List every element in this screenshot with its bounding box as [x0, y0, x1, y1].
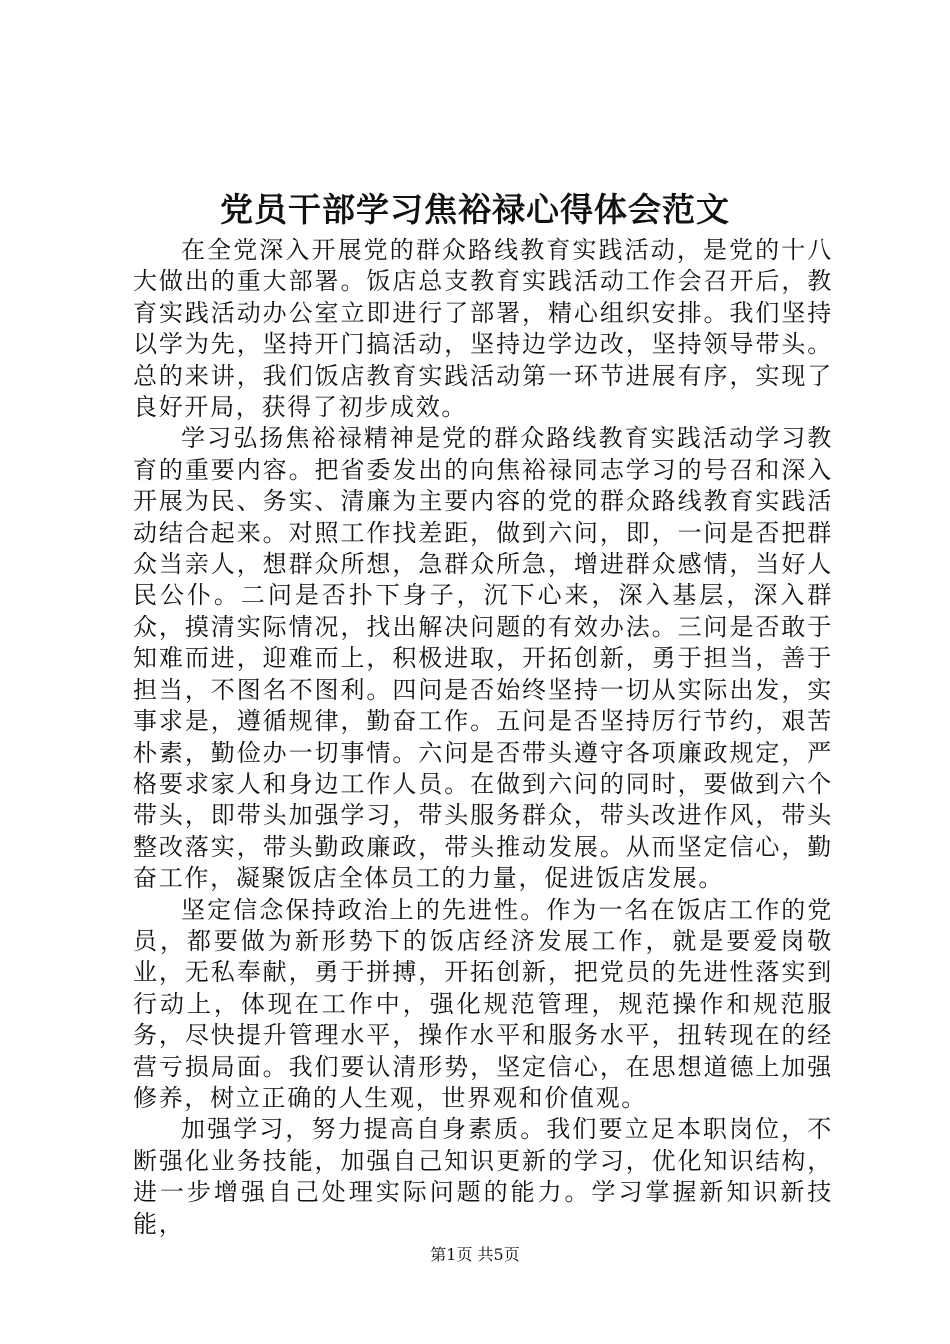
document-body [133, 235, 833, 1240]
page-number-footer: 第1页 共5页 [430, 1245, 520, 1264]
paragraph-3: 坚定信念保持政治上的先进性。作为一名在饭店工作的党员，都要做为新形势下的饭店经济发展工作，就是要爱岗敬业，无私奉献，勇于拼搏，开拓创新，把党员的先进性落实到行动上，体现在工作中，强化规范管理，规范操作和规范服务，尽快提升管理水平，操作水平和服务水平，扭转现在的经营亏损局面。我们要认清形势，坚定信心，在思想道德上加强修养，树立正确的人生观，世界观和价值观。 [133, 895, 833, 1112]
paragraph-2: 学习弘扬焦裕禄精神是党的群众路线教育实践活动学习教育的重要内容。把省委发出的向焦裕禄同志学习的号召和深入开展为民、务实、清廉为主要内容的党的群众路线教育实践活动结合起来。对照工作找差距，做到六问，即，一问是否把群众当亲人，想群众所想，急群众所急，增进群众感情，当好人民公仆。二问是否扑下身子，沉下心来，深入基层，深入群众，摸清实际情况，找出解决问题的有效办法。三问是否敢于知难而进，迎难而上，积极进取，开拓创新，勇于担当，善于担当，不图名不图利。四问是否始终坚持一切从实际出发，实事求是，遵循规律，勤奋工作。五问是否坚持厉行节约，艰苦朴素，勤俭办一切事情。六问是否带头遵守各项廉政规定，严格要求家人和身边工作人员。在做到六问的同时，要做到六个带头，即带头加强学习，带头服务群众，带头改进作风，带头整改落实，带头勤政廉政，带头推动发展。从而坚定信心，勤奋工作，凝聚饭店全体员工的力量，促进饭店发展。 [133, 424, 833, 893]
document-title: 党员干部学习焦裕禄心得体会范文 [220, 190, 730, 229]
paragraph-4: 加强学习，努力提高自身素质。我们要立足本职岗位，不断强化业务技能，加强自己知识更新的学习，优化知识结构，进一步增强自己处理实际问题的能力。学习掌握新知识新技能， [133, 1115, 833, 1238]
paragraph-1: 在全党深入开展党的群众路线教育实践活动，是党的十八大做出的重大部署。饭店总支教育实践活动工作会召开后，教育实践活动办公室立即进行了部署，精心组织安排。我们坚持以学为先，坚持开门搞活动，坚持边学边改，坚持领导带头。总的来讲，我们饭店教育实践活动第一环节进展有序，实现了良好开局，获得了初步成效。 [133, 236, 833, 422]
